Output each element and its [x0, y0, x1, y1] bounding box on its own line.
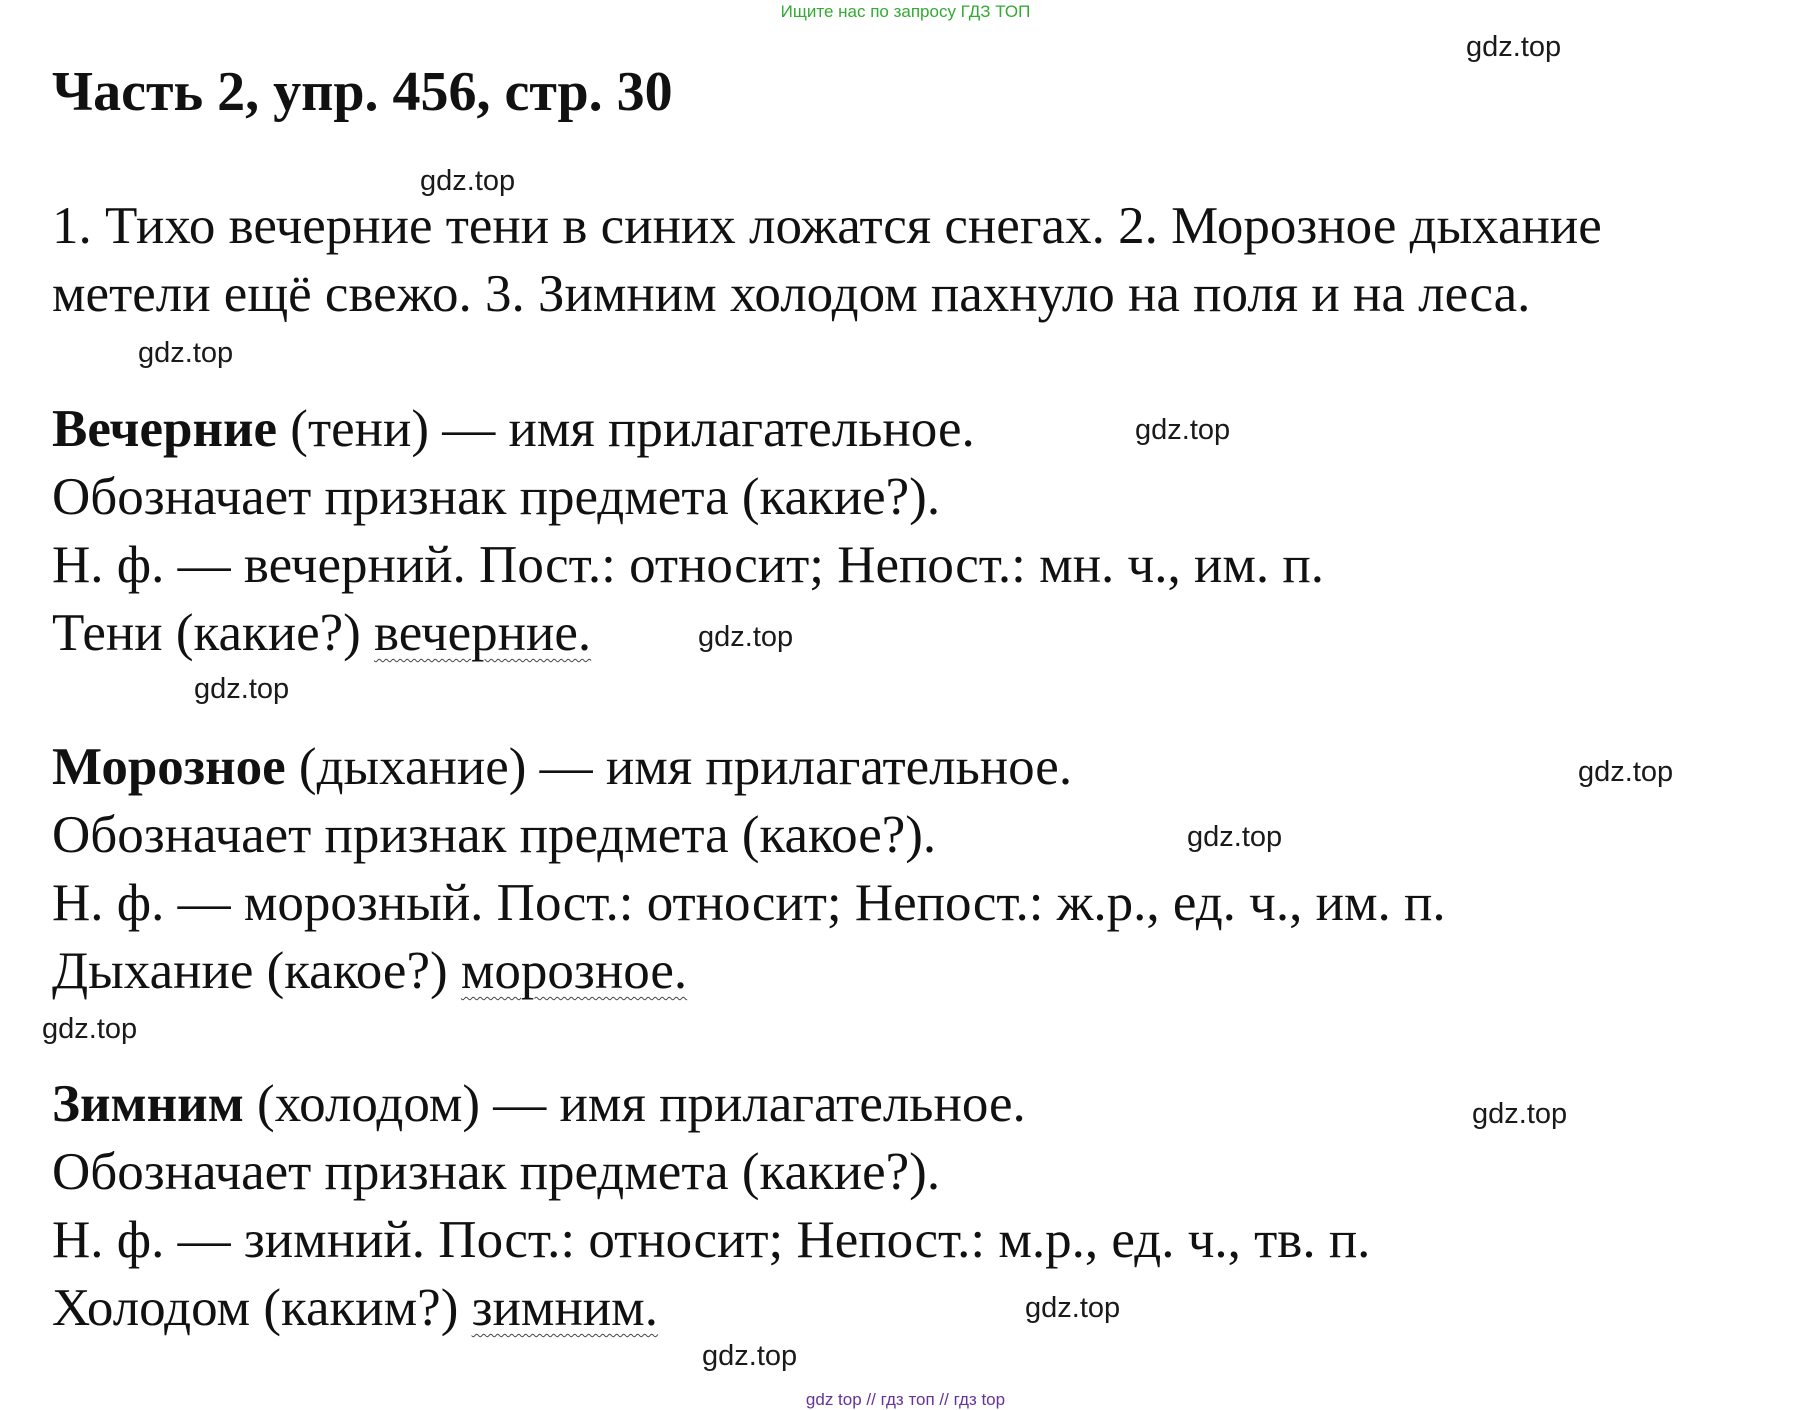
watermark: gdz.top [1187, 821, 1283, 853]
block-3-syntax-word: зимним. [471, 1279, 658, 1337]
block-2-heading [52, 733, 1072, 801]
top-banner: Ищите нас по запросу ГДЗ ТОП [780, 2, 1031, 21]
exercise-line-2: метели ещё свежо. 3. Зимним холодом пахнуло на поля и на леса. [52, 265, 1531, 323]
block-2-word: Морозное [52, 738, 286, 796]
page-title: Часть 2, упр. 456, стр. 30 [52, 61, 673, 123]
block-2-meaning: Обозначает признак предмета (какое?). [52, 806, 937, 864]
block-1-word: Вечерние [52, 400, 278, 458]
watermark: gdz.top [194, 673, 290, 705]
watermark: gdz.top [702, 1340, 798, 1372]
block-2-heading-rest: (дыхание) — имя прилагательное. [285, 738, 1073, 796]
watermark: gdz.top [698, 621, 794, 653]
block-3-meaning: Обозначает признак предмета (какие?). [52, 1143, 941, 1201]
block-1-syntax [52, 599, 591, 667]
block-2-syntax-word: морозное. [460, 942, 688, 1000]
watermark: gdz.top [420, 165, 516, 197]
block-1-heading-rest: (тени) — имя прилагательное. [277, 400, 975, 458]
watermark: gdz.top [1135, 414, 1231, 446]
block-3-heading [52, 1070, 1026, 1138]
exercise-line-1: 1. Тихо вечерние тени в синих ложатся снегах. 2. Морозное дыхание [52, 197, 1602, 255]
block-1-syntax-prefix: Тени (какие?) [52, 604, 375, 662]
bottom-banner: gdz top // гдз топ // гдз top [805, 1390, 1006, 1409]
block-3-syntax-prefix: Холодом (каким?) [52, 1279, 472, 1337]
watermark: gdz.top [1472, 1098, 1568, 1130]
block-3-heading-rest: (холодом) — имя прилагательное. [243, 1075, 1026, 1133]
block-3-word: Зимним [52, 1075, 244, 1133]
watermark: gdz.top [42, 1013, 138, 1045]
watermark: gdz.top [1025, 1292, 1121, 1324]
block-2-syntax-prefix: Дыхание (какое?) [52, 942, 461, 1000]
block-3-forms: Н. ф. — зимний. Пост.: относит; Непост.: м.р., ед. ч., тв. п. [52, 1211, 1371, 1269]
block-1-forms: Н. ф. — вечерний. Пост.: относит; Непост.: мн. ч., им. п. [52, 536, 1324, 594]
block-2-syntax [52, 937, 687, 1005]
block-2-forms: Н. ф. — морозный. Пост.: относит; Непост.: ж.р., ед. ч., им. п. [52, 874, 1446, 932]
block-1-syntax-word: вечерние. [374, 604, 592, 662]
watermark: gdz.top [138, 337, 234, 369]
watermark: gdz.top [1578, 756, 1674, 788]
block-1-heading [52, 395, 975, 463]
watermark: gdz.top [1466, 31, 1562, 63]
block-3-syntax [52, 1274, 658, 1342]
block-1-meaning: Обозначает признак предмета (какие?). [52, 468, 941, 526]
